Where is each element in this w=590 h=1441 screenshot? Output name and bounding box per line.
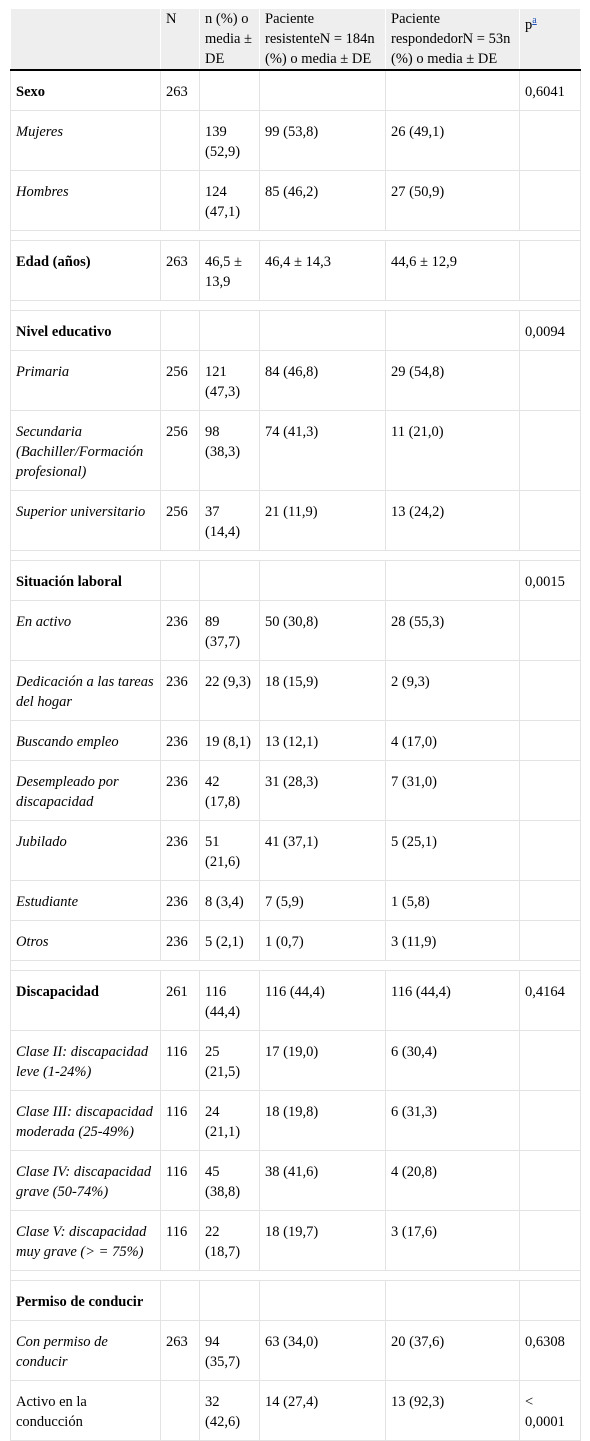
row-n (161, 311, 200, 351)
row-total: 37 (14,4) (200, 491, 260, 551)
row-n (161, 1381, 200, 1441)
row-n: 236 (161, 821, 200, 881)
row-resistant: 21 (11,9) (260, 491, 386, 551)
row-n: 116 (161, 1091, 200, 1151)
table-body (11, 70, 581, 1441)
row-total: 25 (21,5) (200, 1031, 260, 1091)
table-row (11, 351, 581, 411)
row-p (520, 821, 581, 881)
row-resistant: 18 (19,7) (260, 1211, 386, 1271)
row-n: 236 (161, 661, 200, 721)
row-total: 22 (18,7) (200, 1211, 260, 1271)
section-row (11, 561, 581, 601)
row-total: 42 (17,8) (200, 761, 260, 821)
section-row (11, 971, 581, 1031)
table-row (11, 721, 581, 761)
spacer-row (11, 961, 581, 971)
row-resistant: 1 (0,7) (260, 921, 386, 961)
table-row (11, 601, 581, 661)
row-responder: 20 (37,6) (386, 1321, 520, 1381)
table-row (11, 921, 581, 961)
row-responder: 7 (31,0) (386, 761, 520, 821)
row-resistant: 116 (44,4) (260, 971, 386, 1031)
row-responder: 2 (9,3) (386, 661, 520, 721)
table-row (11, 761, 581, 821)
row-p (520, 921, 581, 961)
row-label: Con permiso de conducir (11, 1321, 161, 1381)
row-p (520, 1091, 581, 1151)
row-total: 5 (2,1) (200, 921, 260, 961)
row-responder: 1 (5,8) (386, 881, 520, 921)
row-resistant: 14 (27,4) (260, 1381, 386, 1441)
row-label: Mujeres (11, 111, 161, 171)
row-total: 89 (37,7) (200, 601, 260, 661)
row-label: Clase IV: discapacidad grave (50-74%) (11, 1151, 161, 1211)
row-p (520, 411, 581, 491)
row-responder: 11 (21,0) (386, 411, 520, 491)
section-row (11, 1281, 581, 1321)
row-responder: 3 (17,6) (386, 1211, 520, 1271)
row-responder: 4 (20,8) (386, 1151, 520, 1211)
row-total: 121 (47,3) (200, 351, 260, 411)
row-total (200, 311, 260, 351)
row-p: 0,6041 (520, 70, 581, 111)
row-total: 139 (52,9) (200, 111, 260, 171)
row-label: Permiso de conducir (11, 1281, 161, 1321)
row-label: Clase III: discapacidad moderada (25-49%) (11, 1091, 161, 1151)
spacer-cell (11, 551, 581, 561)
row-n: 236 (161, 721, 200, 761)
row-p (520, 241, 581, 301)
row-resistant: 17 (19,0) (260, 1031, 386, 1091)
row-responder (386, 561, 520, 601)
row-label: Sexo (11, 70, 161, 111)
row-label: Nivel educativo (11, 311, 161, 351)
row-n: 236 (161, 921, 200, 961)
row-n: 236 (161, 881, 200, 921)
row-n: 116 (161, 1211, 200, 1271)
row-total: 51 (21,6) (200, 821, 260, 881)
characteristics-table (10, 9, 581, 1441)
spacer-cell (11, 301, 581, 311)
row-p (520, 351, 581, 411)
spacer-row (11, 301, 581, 311)
row-label: En activo (11, 601, 161, 661)
row-p (520, 601, 581, 661)
row-label: Primaria (11, 351, 161, 411)
row-p (520, 111, 581, 171)
row-n (161, 561, 200, 601)
spacer-cell (11, 961, 581, 971)
row-resistant: 7 (5,9) (260, 881, 386, 921)
row-responder: 29 (54,8) (386, 351, 520, 411)
row-p (520, 1031, 581, 1091)
row-n: 256 (161, 411, 200, 491)
row-responder: 13 (24,2) (386, 491, 520, 551)
row-resistant: 38 (41,6) (260, 1151, 386, 1211)
row-total: 116 (44,4) (200, 971, 260, 1031)
row-responder (386, 70, 520, 111)
row-n: 236 (161, 601, 200, 661)
table-row (11, 411, 581, 491)
row-total: 124 (47,1) (200, 171, 260, 231)
row-resistant (260, 311, 386, 351)
row-total (200, 70, 260, 111)
row-resistant: 84 (46,8) (260, 351, 386, 411)
row-resistant: 74 (41,3) (260, 411, 386, 491)
spacer-cell (11, 1271, 581, 1281)
row-responder: 5 (25,1) (386, 821, 520, 881)
row-n: 263 (161, 70, 200, 111)
row-resistant (260, 1281, 386, 1321)
row-total: 22 (9,3) (200, 661, 260, 721)
row-responder: 26 (49,1) (386, 111, 520, 171)
row-p (520, 1211, 581, 1271)
row-responder (386, 311, 520, 351)
row-resistant (260, 70, 386, 111)
row-n: 236 (161, 761, 200, 821)
header-p-label: p (525, 16, 533, 33)
table-row (11, 881, 581, 921)
row-total: 45 (38,8) (200, 1151, 260, 1211)
header-p (520, 9, 581, 70)
row-n: 256 (161, 351, 200, 411)
row-n: 261 (161, 971, 200, 1031)
row-total: 98 (38,3) (200, 411, 260, 491)
header-responder: Paciente respondedorN = 53n (%) o media ± DE (386, 9, 520, 70)
row-responder: 4 (17,0) (386, 721, 520, 761)
row-label: Otros (11, 921, 161, 961)
row-resistant: 85 (46,2) (260, 171, 386, 231)
table-row (11, 1211, 581, 1271)
row-p (520, 721, 581, 761)
row-total (200, 1281, 260, 1321)
table-row (11, 1091, 581, 1151)
row-total: 94 (35,7) (200, 1321, 260, 1381)
row-responder: 6 (30,4) (386, 1031, 520, 1091)
row-label: Desempleado por discapacidad (11, 761, 161, 821)
row-resistant: 46,4 ± 14,3 (260, 241, 386, 301)
row-responder: 13 (92,3) (386, 1381, 520, 1441)
table-header (11, 9, 581, 70)
row-n: 116 (161, 1031, 200, 1091)
row-p (520, 171, 581, 231)
row-resistant: 18 (15,9) (260, 661, 386, 721)
row-total: 8 (3,4) (200, 881, 260, 921)
row-resistant: 99 (53,8) (260, 111, 386, 171)
row-p (520, 761, 581, 821)
spacer-row (11, 1271, 581, 1281)
row-p (520, 661, 581, 721)
section-row (11, 241, 581, 301)
row-resistant: 31 (28,3) (260, 761, 386, 821)
table-row (11, 111, 581, 171)
row-p (520, 1281, 581, 1321)
row-resistant: 13 (12,1) (260, 721, 386, 761)
row-n: 263 (161, 241, 200, 301)
row-n (161, 171, 200, 231)
table-row (11, 661, 581, 721)
row-label: Buscando empleo (11, 721, 161, 761)
row-total: 32 (42,6) (200, 1381, 260, 1441)
row-resistant (260, 561, 386, 601)
row-p: 0,4164 (520, 971, 581, 1031)
table-row (11, 1381, 581, 1441)
row-label: Clase II: discapacidad leve (1-24%) (11, 1031, 161, 1091)
row-n (161, 1281, 200, 1321)
row-label: Jubilado (11, 821, 161, 881)
row-responder: 6 (31,3) (386, 1091, 520, 1151)
header-resistant: Paciente resistenteN = 184n (%) o media ± DE (260, 9, 386, 70)
row-n (161, 111, 200, 171)
row-resistant: 41 (37,1) (260, 821, 386, 881)
row-p (520, 491, 581, 551)
row-label: Situación laboral (11, 561, 161, 601)
row-resistant: 63 (34,0) (260, 1321, 386, 1381)
table-row (11, 171, 581, 231)
row-label: Superior universitario (11, 491, 161, 551)
spacer-row (11, 231, 581, 241)
row-label: Hombres (11, 171, 161, 231)
section-row (11, 311, 581, 351)
row-responder: 27 (50,9) (386, 171, 520, 231)
row-p (520, 1151, 581, 1211)
row-total (200, 561, 260, 601)
row-p (520, 881, 581, 921)
table-row (11, 491, 581, 551)
footnote-link[interactable]: a (532, 15, 537, 26)
spacer-row (11, 551, 581, 561)
row-p: 0,0015 (520, 561, 581, 601)
row-label: Discapacidad (11, 971, 161, 1031)
header-label-cell (11, 9, 161, 70)
row-total: 46,5 ± 13,9 (200, 241, 260, 301)
header-row (11, 9, 581, 70)
row-n: 116 (161, 1151, 200, 1211)
row-label: Edad (años) (11, 241, 161, 301)
row-p: < 0,0001 (520, 1381, 581, 1441)
header-n: N (161, 9, 200, 70)
row-n: 263 (161, 1321, 200, 1381)
row-resistant: 50 (30,8) (260, 601, 386, 661)
row-n: 256 (161, 491, 200, 551)
table-row (11, 1151, 581, 1211)
row-responder (386, 1281, 520, 1321)
row-total: 19 (8,1) (200, 721, 260, 761)
spacer-cell (11, 231, 581, 241)
row-label: Estudiante (11, 881, 161, 921)
row-resistant: 18 (19,8) (260, 1091, 386, 1151)
row-total: 24 (21,1) (200, 1091, 260, 1151)
row-label: Activo en la conducción (11, 1381, 161, 1441)
row-responder: 44,6 ± 12,9 (386, 241, 520, 301)
table-row (11, 821, 581, 881)
row-responder: 3 (11,9) (386, 921, 520, 961)
row-label: Secundaria (Bachiller/Formación profesional) (11, 411, 161, 491)
table-row (11, 1321, 581, 1381)
row-label: Dedicación a las tareas del hogar (11, 661, 161, 721)
row-p: 0,0094 (520, 311, 581, 351)
table-row (11, 1031, 581, 1091)
row-responder: 116 (44,4) (386, 971, 520, 1031)
header-total: n (%) o media ± DE (200, 9, 260, 70)
row-p: 0,6308 (520, 1321, 581, 1381)
section-row (11, 70, 581, 111)
row-label: Clase V: discapacidad muy grave (> = 75%) (11, 1211, 161, 1271)
row-responder: 28 (55,3) (386, 601, 520, 661)
